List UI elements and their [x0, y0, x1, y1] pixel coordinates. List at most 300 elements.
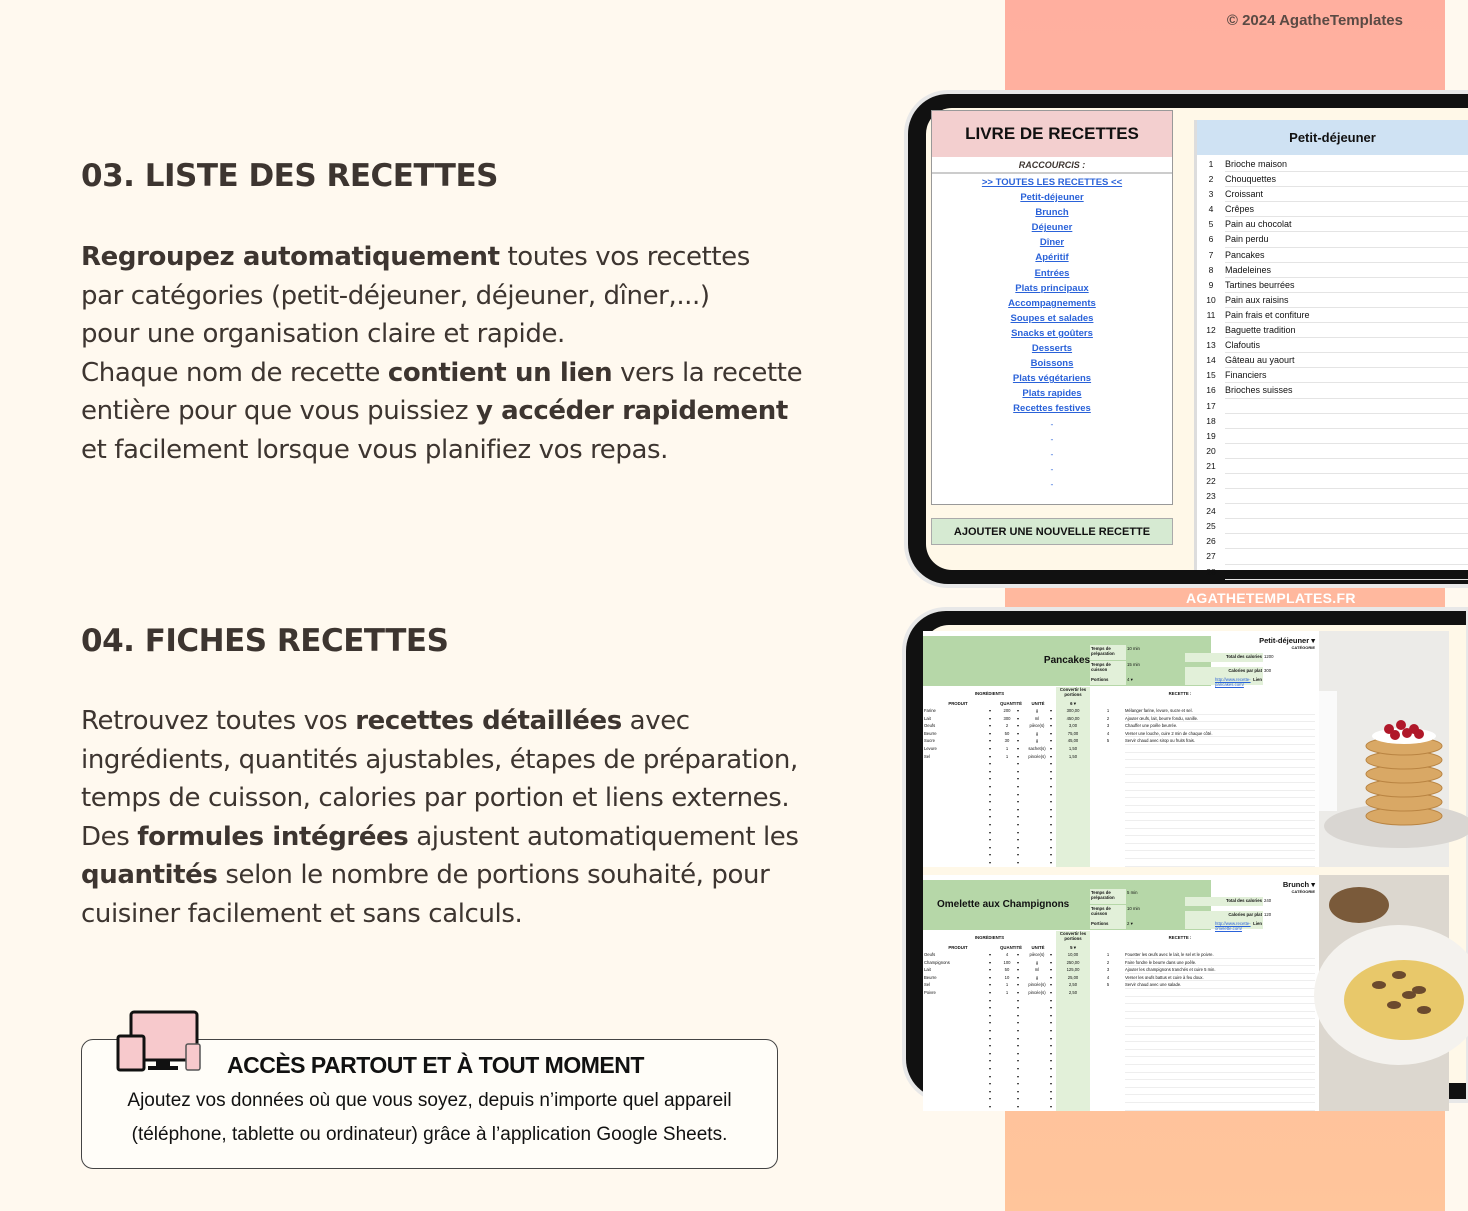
dropdown-icon: ▾ [1049, 1028, 1053, 1033]
dropdown-icon: ▾ [1016, 990, 1020, 995]
prep-time: 10 min [1127, 646, 1140, 651]
converted-quantity: 125,00 [1066, 967, 1080, 973]
step-text: Verser une louche, cuire 2 min de chaque côté. [1125, 730, 1213, 736]
text-segment: cuisiner facilement et sans calculs. [81, 898, 523, 929]
recipe-row[interactable] [1197, 172, 1468, 187]
recipe-steps-header: RECETTE : [1168, 691, 1192, 696]
recipe-name[interactable]: Chouquettes [1225, 172, 1468, 187]
recipe-row[interactable] [1197, 157, 1468, 172]
dropdown-icon: ▾ [1016, 852, 1020, 858]
dropdown-icon: ▾ [988, 784, 992, 789]
dropdown-icon: ▾ [1016, 1035, 1020, 1041]
dropdown-icon: ▾ [1016, 822, 1020, 827]
dropdown-icon: ▾ [1016, 1081, 1020, 1087]
shortcuts-panel [931, 110, 1173, 505]
recipe-row[interactable] [1197, 383, 1468, 398]
dropdown-icon: ▾ [988, 990, 992, 995]
row-number: 20 [1206, 445, 1216, 456]
recipe-row[interactable] [1197, 308, 1468, 323]
tablet-recipe-list [908, 94, 1468, 584]
shortcuts-label: RACCOURCIS : [932, 157, 1172, 174]
unit: ml [1034, 715, 1040, 721]
dropdown-icon: ▾ [1049, 974, 1053, 980]
calories-per-plate: 300 [1264, 668, 1272, 673]
dropdown-icon: ▾ [988, 974, 992, 980]
dropdown-icon: ▾ [1049, 959, 1053, 965]
recipe-row[interactable] [1197, 217, 1468, 232]
recipe-name[interactable]: Crêpes [1225, 202, 1468, 217]
converted-quantity: 45,00 [1067, 738, 1079, 744]
ingredient-row[interactable] [923, 997, 1319, 1005]
step-number: 1 [1106, 952, 1110, 957]
ingredient-row[interactable] [923, 775, 1319, 783]
converted-quantity: 2,50 [1068, 982, 1078, 988]
quantity-header: QUANTITÉ [1000, 945, 1022, 950]
recipe-row[interactable] [1197, 187, 1468, 202]
access-line-2: (téléphone, tablette ou ordinateur) grâce à l’application Google Sheets. [131, 1124, 728, 1145]
recipe-row[interactable] [1197, 278, 1468, 293]
ingredient-row[interactable] [923, 783, 1319, 791]
ingredients-header: INGRÉDIENTS [974, 935, 1005, 940]
converted-quantity: 3,00 [1068, 723, 1078, 729]
dropdown-icon: ▾ [1049, 746, 1053, 751]
dropdown-icon: ▾ [1049, 997, 1053, 1003]
unit: g [1035, 959, 1039, 965]
dropdown-icon: ▾ [1016, 1104, 1020, 1109]
text-line [81, 354, 802, 393]
recipe-row[interactable] [1197, 202, 1468, 217]
dropdown-icon: ▾ [1016, 1073, 1020, 1079]
quantity-header: QUANTITÉ [1000, 701, 1022, 706]
recipe-name[interactable]: Pain frais et confiture [1225, 308, 1468, 323]
row-number: 16 [1206, 385, 1216, 396]
text-segment: selon le nombre de portions souhaité, pour [217, 860, 770, 890]
recipe-row [1197, 519, 1468, 534]
recipe-name [1225, 414, 1468, 429]
quantity: 2 [1005, 723, 1009, 729]
portions-label: Portions [1090, 920, 1126, 929]
text-segment: Chaque nom de recette [81, 357, 388, 388]
dropdown-icon: ▾ [988, 1088, 992, 1094]
recipe-row[interactable] [1197, 248, 1468, 263]
shortcut-link[interactable]: Snacks et goûters [1011, 327, 1093, 339]
step-text: Servir chaud avec une salade. [1125, 982, 1182, 988]
ingredient-row[interactable] [923, 745, 1319, 753]
dropdown-icon: ▾ [1049, 852, 1053, 858]
step-text: Ajouter œufs, lait, beurre fondu, vanille. [1125, 715, 1199, 721]
recipe-name [1225, 429, 1468, 444]
dropdown-icon: ▾ [1049, 806, 1053, 812]
dropdown-icon: ▾ [1016, 814, 1020, 820]
unit: pincée(s) [1028, 990, 1046, 995]
cook-label: Temps de cuisson [1090, 661, 1126, 676]
ingredient-row[interactable] [923, 974, 1319, 982]
ingredient-row[interactable] [923, 1035, 1319, 1043]
dropdown-icon: ▾ [1049, 860, 1053, 865]
converted-quantity: 2,50 [1068, 990, 1078, 995]
section-3-title: 03. LISTE DES RECETTES [81, 158, 498, 194]
quantity: 1 [1005, 746, 1009, 751]
step-line [1125, 866, 1315, 867]
prep-time: 5 min [1127, 890, 1138, 895]
ingredient-row[interactable] [923, 1012, 1319, 1020]
unit: pincée(s) [1028, 982, 1046, 988]
dropdown-icon: ▾ [1049, 1050, 1053, 1056]
shortcut-link[interactable]: Plats végétariens [1012, 373, 1092, 385]
dropdown-icon: ▾ [1049, 844, 1053, 850]
dropdown-icon: ▾ [988, 768, 992, 774]
ingredient-row[interactable] [923, 959, 1319, 967]
shortcut-link[interactable]: Boissons [1030, 358, 1074, 370]
portions-select[interactable]: 2 ▾ [1127, 921, 1133, 926]
product-name: Farine [924, 708, 936, 713]
step-number: 1 [1106, 708, 1110, 713]
text-line [81, 315, 802, 354]
ingredient-row[interactable] [923, 966, 1319, 974]
total-calories: 240 [1264, 898, 1272, 903]
ingredient-row[interactable] [923, 1019, 1319, 1027]
ingredient-row[interactable] [923, 836, 1319, 844]
dropdown-icon: ▾ [1049, 753, 1053, 759]
recipe-name [1225, 489, 1468, 504]
shortcut-link[interactable]: Brunch [1035, 207, 1069, 219]
dropdown-icon: ▾ [988, 1035, 992, 1041]
recipe-row[interactable] [1197, 368, 1468, 383]
product-name: Beurre [924, 730, 937, 736]
recipe-name[interactable]: Financiers [1225, 368, 1468, 383]
dropdown-icon: ▾ [988, 738, 992, 744]
convert-portions-select[interactable]: 6 ▾ [1070, 701, 1076, 706]
ingredient-row[interactable] [923, 715, 1319, 723]
access-line-1: Ajoutez vos données où que vous soyez, depuis n’importe quel appareil [127, 1090, 732, 1111]
ingredient-row[interactable] [923, 722, 1319, 730]
cal-per-label: Calories par plat [1185, 911, 1263, 920]
quantity: 1 [1005, 990, 1009, 995]
dropdown-icon: ▾ [1016, 784, 1020, 789]
ingredients-header: INGRÉDIENTS [974, 691, 1005, 696]
recipe-link[interactable]: http://www.recette-pancakes.com/ [1215, 677, 1251, 687]
row-number: 14 [1206, 355, 1216, 366]
text-segment: pour une organisation claire et rapide. [81, 319, 565, 349]
recipe-name [1225, 474, 1468, 489]
dropdown-icon: ▾ [1049, 1035, 1053, 1041]
shortcut-link[interactable]: Recettes festives [1013, 403, 1091, 415]
shortcut-link[interactable]: >> TOUTES LES RECETTES << [981, 177, 1123, 188]
recipe-row[interactable] [1197, 323, 1468, 338]
recipe-name [1225, 504, 1468, 519]
product-name: Sel [924, 982, 931, 988]
dropdown-icon: ▾ [1016, 1066, 1020, 1071]
prep-label: Temps de préparation [1090, 645, 1126, 660]
ingredient-row[interactable] [923, 1080, 1319, 1088]
step-number: 4 [1106, 730, 1110, 736]
dropdown-icon: ▾ [1049, 1096, 1053, 1102]
recipe-name [1225, 444, 1468, 459]
product-name: Beurre [924, 974, 937, 980]
dropdown-icon: ▾ [1049, 1005, 1053, 1011]
ingredient-row[interactable] [923, 1095, 1319, 1103]
ingredient-row[interactable] [923, 851, 1319, 859]
empty-shortcut: - [1050, 480, 1054, 490]
row-number: 19 [1206, 430, 1216, 441]
dropdown-icon: ▾ [1049, 1104, 1053, 1109]
shortcut-link[interactable]: Plats principaux [1015, 282, 1089, 294]
recipe-sheet [923, 875, 1319, 1111]
text-line [81, 702, 799, 741]
ingredient-row[interactable] [923, 730, 1319, 738]
unit: pièce(s) [1029, 952, 1045, 957]
recipe-name[interactable]: Clafoutis [1225, 338, 1468, 353]
quantity: 1 [1005, 753, 1009, 759]
dropdown-icon: ▾ [1016, 844, 1020, 850]
quantity: 100 [1003, 959, 1011, 965]
dropdown-icon: ▾ [988, 791, 992, 797]
link-label: Lien [1185, 676, 1263, 685]
total-calories: 1200 [1264, 654, 1274, 659]
category-value[interactable]: Brunch [1282, 880, 1310, 889]
ingredient-row[interactable] [923, 760, 1319, 768]
step-text: Verser les œufs battus et cuire à feu doux. [1125, 974, 1204, 980]
dropdown-icon: ▾ [1016, 967, 1020, 973]
text-line [81, 856, 799, 895]
recipe-row [1197, 414, 1468, 429]
ingredient-row[interactable] [923, 1065, 1319, 1073]
row-number: 9 [1208, 279, 1214, 290]
dropdown-icon: ▾ [1049, 822, 1053, 827]
shortcut-link[interactable]: Plats rapides [1022, 388, 1082, 400]
row-number: 18 [1206, 415, 1216, 426]
recipe-name [1225, 519, 1468, 534]
convert-portions-select[interactable]: 5 ▾ [1070, 945, 1076, 950]
dropdown-icon: ▾ [1016, 1088, 1020, 1094]
dropdown-icon: ▾ [988, 1096, 992, 1102]
recipe-name[interactable]: Tartines beurrées [1225, 278, 1468, 293]
unit: pincée(s) [1028, 753, 1046, 759]
dropdown-icon: ▾ [1049, 784, 1053, 789]
ingredient-row[interactable] [923, 951, 1319, 959]
ingredient-row[interactable] [923, 1088, 1319, 1096]
text-line [81, 741, 799, 780]
recipe-name[interactable]: Gâteau au yaourt [1225, 353, 1468, 368]
category-select[interactable]: Brunch ▾ CATÉGORIE [1211, 880, 1319, 902]
product-name: Champignons [924, 959, 950, 965]
converted-quantity: 1,50 [1068, 746, 1078, 751]
row-number: 17 [1206, 400, 1216, 411]
text-segment: temps de cuisson, calories par portion et liens externes. [81, 783, 790, 813]
recipe-row[interactable] [1197, 353, 1468, 368]
dropdown-icon: ▾ [988, 1058, 992, 1064]
section-4-title: 04. FICHES RECETTES [81, 623, 449, 659]
recipe-name[interactable]: Pain au chocolat [1225, 217, 1468, 232]
ingredient-row[interactable] [923, 768, 1319, 776]
add-recipe-button[interactable]: AJOUTER UNE NOUVELLE RECETTE [931, 518, 1173, 545]
text-segment: entière pour que vous puissiez [81, 396, 476, 426]
dropdown-icon: ▾ [1016, 776, 1020, 782]
dropdown-icon: ▾ [1049, 967, 1053, 973]
ingredients-table [923, 931, 1319, 1111]
dropdown-icon: ▾ [988, 1050, 992, 1056]
product-name: Poivre [924, 990, 936, 995]
text-segment: ingrédients, quantités ajustables, étapes de préparation, [81, 744, 798, 775]
row-number: 26 [1206, 536, 1216, 547]
text-line [81, 818, 799, 857]
ingredient-row[interactable] [923, 753, 1319, 761]
dropdown-icon: ▾ [988, 844, 992, 850]
unit-header: UNITÉ [1031, 701, 1045, 706]
recipe-row[interactable] [1197, 263, 1468, 278]
shortcut-link[interactable]: Déjeuner [1031, 222, 1073, 234]
dropdown-icon: ▾ [988, 997, 992, 1003]
dropdown-icon: ▾ [1049, 761, 1053, 767]
ingredient-row[interactable] [923, 1103, 1319, 1111]
text-line [81, 895, 799, 934]
bold-text: contient un lien [387, 357, 613, 388]
dropdown-icon: ▾ [1016, 1005, 1020, 1011]
row-number: 1 [1208, 159, 1214, 169]
row-number: 28 [1206, 566, 1216, 577]
recipe-name[interactable]: Madeleines [1225, 263, 1468, 278]
shortcut-link[interactable]: Soupes et salades [1010, 312, 1094, 324]
recipe-name[interactable]: Brioche maison [1225, 157, 1468, 172]
recipe-name[interactable]: Pain aux raisins [1225, 293, 1468, 308]
step-number: 2 [1106, 715, 1110, 721]
dropdown-icon: ▾ [988, 723, 992, 729]
dropdown-icon: ▾ [988, 1073, 992, 1079]
step-number: 4 [1106, 974, 1110, 980]
text-segment: toutes vos recettes [499, 242, 750, 272]
quantity: 200 [1003, 708, 1011, 713]
text-segment: et facilement lorsque vous planifiez vos repas. [81, 434, 669, 465]
ingredient-row[interactable] [923, 821, 1319, 829]
dropdown-icon: ▾ [988, 837, 992, 843]
total-cal-label: Total des calories [1185, 653, 1263, 662]
link-label: Lien [1185, 920, 1263, 929]
dropdown-icon: ▾ [1016, 860, 1020, 865]
recipe-row[interactable] [1197, 338, 1468, 353]
recipe-row [1197, 474, 1468, 489]
recipe-name[interactable]: Croissant [1225, 187, 1468, 202]
recipe-name [1225, 399, 1468, 414]
unit: g [1035, 708, 1039, 713]
recipe-row [1197, 444, 1468, 459]
portions-select[interactable]: 4 ▾ [1127, 677, 1133, 682]
cook-label: Temps de cuisson [1090, 905, 1126, 920]
shortcut-link[interactable]: Apéritif [1035, 252, 1069, 264]
ingredient-row[interactable] [923, 707, 1319, 715]
category-value[interactable]: Petit-déjeuner [1259, 636, 1310, 645]
ingredient-row[interactable] [923, 1004, 1319, 1012]
ingredient-row[interactable] [923, 829, 1319, 837]
ingredient-row[interactable] [923, 806, 1319, 814]
ingredient-row[interactable] [923, 859, 1319, 867]
dropdown-icon: ▾ [1016, 799, 1020, 805]
recipe-row[interactable] [1197, 293, 1468, 308]
step-text: Chauffer une poêle beurrée. [1125, 723, 1178, 729]
ingredient-row[interactable] [923, 1050, 1319, 1058]
step-text: Servir chaud avec sirop ou fruits frais. [1125, 738, 1196, 744]
dropdown-icon: ▾ [1016, 1020, 1020, 1026]
shortcut-link[interactable]: Accompagnements [1008, 297, 1096, 309]
quantity: 4 [1005, 952, 1009, 957]
dropdown-icon: ▾ [1016, 753, 1020, 759]
shortcut-link[interactable]: Dîner [1039, 237, 1065, 249]
empty-shortcut: - [1050, 465, 1054, 475]
dropdown-icon: ▾ [1049, 1043, 1053, 1049]
recipe-name [1225, 565, 1468, 580]
dropdown-icon: ▾ [1016, 997, 1020, 1003]
step-text: Faire fondre le beurre dans une poêle. [1125, 959, 1197, 965]
spreadsheet-screen [926, 108, 1468, 577]
ingredient-row[interactable] [923, 798, 1319, 806]
ingredient-row[interactable] [923, 844, 1319, 852]
ingredient-row[interactable] [923, 1057, 1319, 1065]
bold-text: Regroupez automatiquement [81, 242, 500, 272]
quantity: 50 [1004, 730, 1010, 736]
dropdown-icon: ▾ [1049, 723, 1053, 729]
recipe-name[interactable]: Pancakes [1225, 248, 1468, 263]
step-number: 5 [1106, 982, 1110, 988]
shortcut-link[interactable]: Entrées [1034, 267, 1070, 279]
ingredient-row[interactable] [923, 1027, 1319, 1035]
dropdown-icon: ▾ [988, 746, 992, 751]
recipe-name[interactable]: Brioches suisses [1225, 383, 1468, 398]
dropdown-icon: ▾ [1016, 952, 1020, 957]
dropdown-icon: ▾ [988, 829, 992, 835]
dropdown-icon: ▾ [988, 1066, 992, 1071]
recipe-name[interactable]: Baguette tradition [1225, 323, 1468, 338]
ingredient-row[interactable] [923, 791, 1319, 799]
ingredient-row[interactable] [923, 1042, 1319, 1050]
recipe-name[interactable]: Pain perdu [1225, 232, 1468, 247]
calories-per-plate: 120 [1264, 912, 1272, 917]
dropdown-icon: ▾ [988, 1104, 992, 1109]
dropdown-icon: ▾ [1016, 761, 1020, 767]
dropdown-icon: ▾ [1049, 1012, 1053, 1018]
dropdown-icon: ▾ [988, 715, 992, 721]
dropdown-icon: ▾ [1049, 814, 1053, 820]
ingredient-row[interactable] [923, 1073, 1319, 1081]
recipe-title: Omelette aux Champignons [923, 880, 1211, 930]
dropdown-icon: ▾ [1016, 1043, 1020, 1049]
ingredient-row[interactable] [923, 981, 1319, 989]
recipe-title: Pancakes [923, 636, 1211, 686]
shortcut-link[interactable]: Desserts [1031, 343, 1073, 355]
text-line [81, 238, 802, 277]
recipe-row[interactable] [1197, 232, 1468, 247]
shortcut-link[interactable]: Petit-déjeuner [1020, 192, 1084, 204]
ingredient-row[interactable] [923, 737, 1319, 745]
dropdown-icon: ▾ [1049, 730, 1053, 736]
converted-quantity: 450,00 [1066, 715, 1080, 721]
dropdown-icon: ▾ [1049, 1058, 1053, 1064]
ingredient-row[interactable] [923, 813, 1319, 821]
empty-shortcut: - [1050, 419, 1054, 429]
dropdown-icon: ▾ [1049, 1088, 1053, 1094]
text-segment: avec [621, 706, 690, 736]
tablet-recipe-sheets [906, 611, 1466, 1109]
converted-quantity: 300,00 [1066, 708, 1080, 713]
portions-label: Portions [1090, 676, 1126, 685]
dropdown-icon: ▾ [1049, 837, 1053, 843]
dropdown-icon: ▾ [988, 753, 992, 759]
ingredient-row[interactable] [923, 989, 1319, 997]
recipe-link[interactable]: http://www.recette-omelette.com/ [1215, 921, 1251, 931]
recipe-row [1197, 565, 1468, 580]
category-select[interactable]: Petit-déjeuner ▾ CATÉGORIE [1211, 636, 1319, 658]
converted-quantity: 25,00 [1067, 974, 1079, 980]
dropdown-icon: ▾ [988, 1081, 992, 1087]
convert-header: Convertir les portions [1059, 687, 1087, 697]
